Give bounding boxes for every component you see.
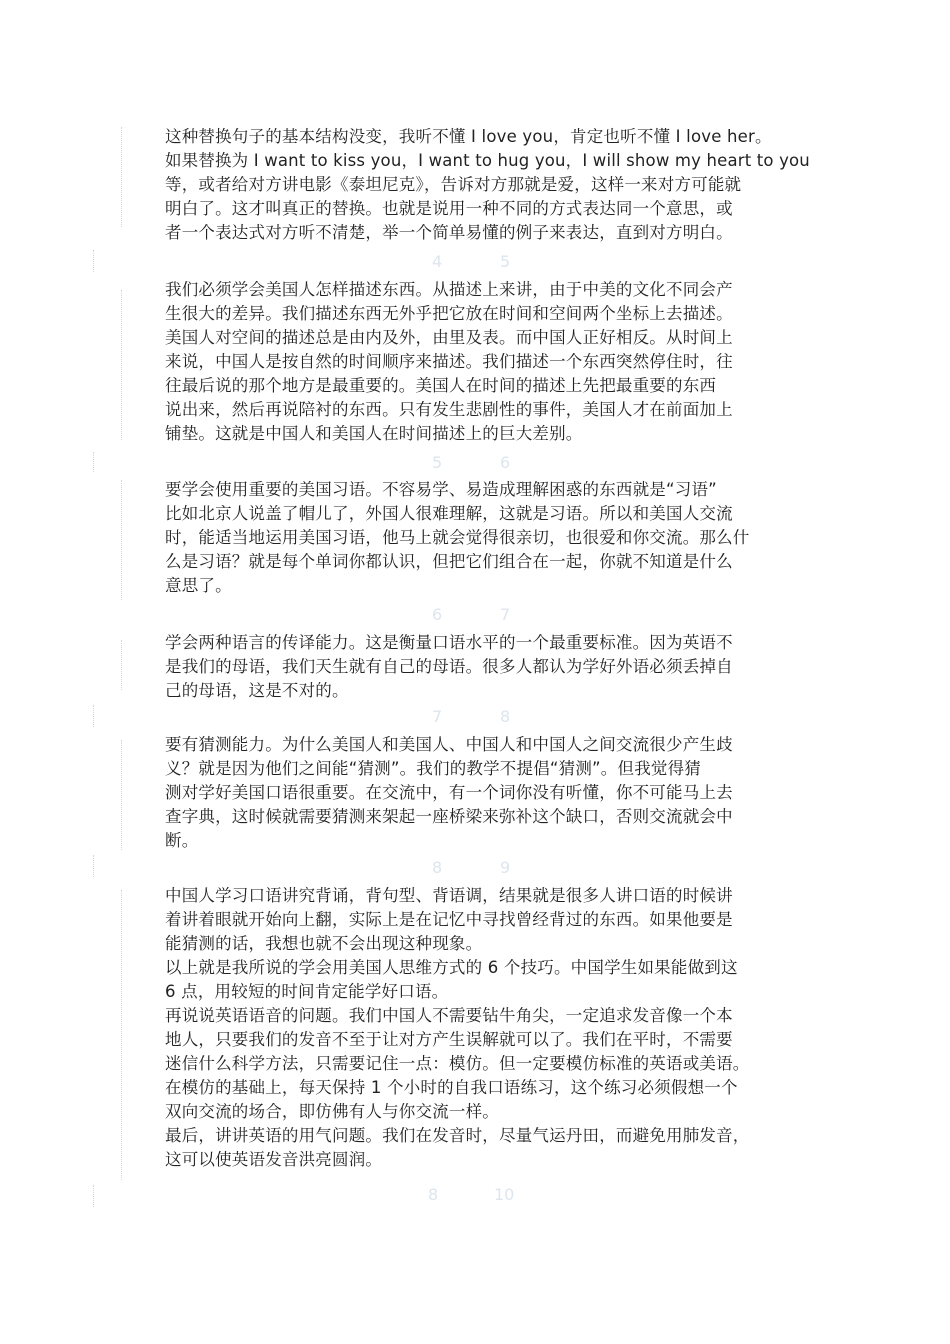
text-line: 如果替换为 I want to kiss you，I want to hug you，I will show my heart to you (165, 151, 810, 170)
faint-marker: 10 (494, 1185, 515, 1204)
faint-marker: 4 (432, 252, 443, 271)
text-line: 是我们的母语，我们天生就有自己的母语。很多人都认为学好外语必须丢掉自 (165, 657, 733, 676)
text-line: 铺垫。这就是中国人和美国人在时间描述上的巨大差别。 (165, 424, 583, 443)
text-line: 生很大的差异。我们描述东西无外乎把它放在时间和空间两个坐标上去描述。 (165, 304, 733, 323)
text-line: 地人，只要我们的发音不至于让对方产生误解就可以了。我们在平时，不需要 (165, 1030, 733, 1049)
margin-mark (121, 480, 123, 600)
text-line: 再说说英语语音的问题。我们中国人不需要钻牛角尖，一定追求发音像一个本 (165, 1006, 733, 1025)
margin-mark (93, 452, 95, 472)
margin-mark (93, 1185, 95, 1207)
paragraph (165, 478, 810, 598)
text-line: 以上就是我所说的学会用美国人思维方式的 6 个技巧。中国学生如果能做到这 (165, 958, 738, 977)
faint-marker: 8 (428, 1185, 439, 1204)
margin-mark (121, 127, 123, 227)
text-line: 意思了。 (165, 576, 232, 595)
text-line: 我们必须学会美国人怎样描述东西。从描述上来讲，由于中美的文化不同会产 (165, 280, 733, 299)
text-line: 中国人学习口语讲究背诵，背句型、背语调，结果就是很多人讲口语的时候讲 (165, 886, 733, 905)
text-line: 6 点，用较短的时间肯定能学好口语。 (165, 982, 449, 1001)
text-line: 么是习语？就是每个单词你都认识，但把它们组合在一起，你就不知道是什么 (165, 552, 733, 571)
faint-marker: 6 (432, 605, 443, 624)
text-line: 最后，讲讲英语的用气问题。我们在发音时，尽量气运丹田，而避免用肺发音， (165, 1126, 750, 1145)
text-line: 义？就是因为他们之间能“猜测”。我们的教学不提倡“猜测”。但我觉得猜 (165, 759, 701, 778)
margin-mark (93, 855, 95, 877)
paragraph (165, 733, 810, 853)
text-line: 说出来，然后再说陪衬的东西。只有发生悲剧性的事件，美国人才在前面加上 (165, 400, 733, 419)
margin-mark (93, 705, 95, 727)
margin-mark (93, 250, 95, 272)
faint-marker: 8 (432, 858, 443, 877)
text-line: 迷信什么科学方法，只需要记住一点：模仿。但一定要模仿标准的英语或美语。 (165, 1054, 750, 1073)
paragraph (165, 884, 810, 1172)
paragraph (165, 278, 810, 446)
text-line: 时，能适当地运用美国习语，他马上就会觉得很亲切，也很爱和你交流。那么什 (165, 528, 750, 547)
text-line: 查字典，这时候就需要猜测来架起一座桥梁来弥补这个缺口，否则交流就会中 (165, 807, 733, 826)
faint-marker: 7 (432, 707, 443, 726)
text-line: 测对学好美国口语很重要。在交流中，有一个词你没有听懂，你不可能马上去 (165, 783, 733, 802)
text-line: 要有猜测能力。为什么美国人和美国人、中国人和中国人之间交流很少产生歧 (165, 735, 733, 754)
faint-marker: 9 (500, 858, 511, 877)
margin-mark (121, 890, 123, 1180)
text-line: 来说，中国人是按自然的时间顺序来描述。我们描述一个东西突然停住时，往 (165, 352, 733, 371)
text-line: 己的母语，这是不对的。 (165, 681, 349, 700)
margin-mark (121, 640, 123, 690)
margin-mark (121, 290, 123, 440)
text-line: 这可以使英语发音洪亮圆润。 (165, 1150, 383, 1169)
faint-marker: 7 (500, 605, 511, 624)
text-line: 学会两种语言的传译能力。这是衡量口语水平的一个最重要标准。因为英语不 (165, 633, 733, 652)
text-line: 着讲着眼就开始向上翻，实际上是在记忆中寻找曾经背过的东西。如果他要是 (165, 910, 733, 929)
text-line: 双向交流的场合，即仿佛有人与你交流一样。 (165, 1102, 499, 1121)
text-line: 在模仿的基础上，每天保持 1 个小时的自我口语练习，这个练习必须假想一个 (165, 1078, 738, 1097)
faint-marker: 5 (432, 453, 443, 472)
text-line: 往最后说的那个地方是最重要的。美国人在时间的描述上先把最重要的东西 (165, 376, 717, 395)
paragraph (165, 125, 810, 245)
paragraph (165, 631, 810, 703)
text-line: 明白了。这才叫真正的替换。也就是说用一种不同的方式表达同一个意思，或 (165, 199, 733, 218)
faint-marker: 8 (500, 707, 511, 726)
text-line: 美国人对空间的描述总是由内及外，由里及表。而中国人正好相反。从时间上 (165, 328, 733, 347)
faint-marker: 5 (500, 252, 511, 271)
text-line: 等，或者给对方讲电影《泰坦尼克》，告诉对方那就是爱，这样一来对方可能就 (165, 175, 742, 194)
text-line: 这种替换句子的基本结构没变，我听不懂 I love you，肯定也听不懂 I love her。 (165, 127, 772, 146)
text-line: 要学会使用重要的美国习语。不容易学、易造成理解困惑的东西就是“习语” (165, 480, 717, 499)
text-line: 比如北京人说盖了帽儿了，外国人很难理解，这就是习语。所以和美国人交流 (165, 504, 733, 523)
text-line: 断。 (165, 831, 199, 850)
text-line: 能猜测的话，我想也就不会出现这种现象。 (165, 934, 483, 953)
faint-marker: 6 (500, 453, 511, 472)
margin-mark (121, 740, 123, 850)
text-line: 者一个表达式对方听不清楚，举一个简单易懂的例子来表达，直到对方明白。 (165, 223, 733, 242)
